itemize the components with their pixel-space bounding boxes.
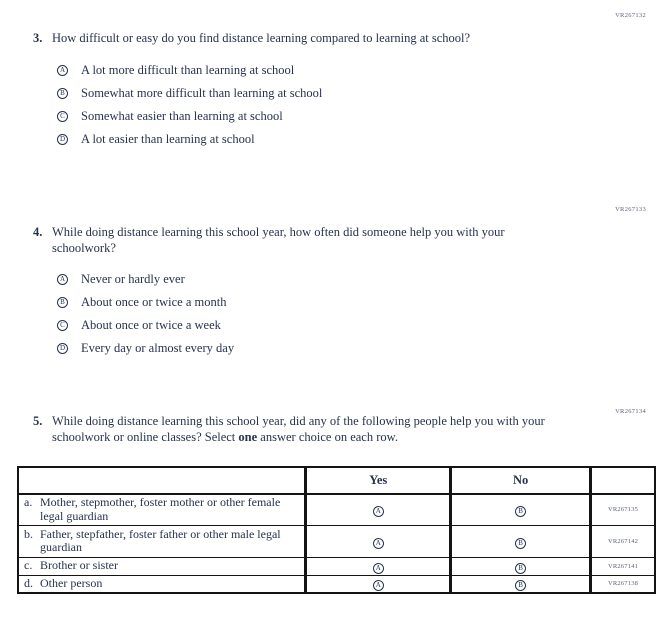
answer-bubble-c[interactable] — [57, 111, 68, 122]
question-3-option-d — [57, 128, 470, 151]
question-4 — [33, 225, 547, 360]
no-cell — [451, 494, 591, 525]
answer-bubble-b[interactable] — [57, 88, 68, 99]
question-5-text — [52, 414, 572, 445]
question-4-option-c — [57, 314, 547, 337]
table-header-row — [18, 467, 655, 494]
no-bubble[interactable] — [515, 538, 526, 549]
yes-cell — [306, 525, 451, 557]
bubble-letter: D — [59, 134, 66, 143]
bubble-letter: A — [375, 581, 381, 590]
table-row — [18, 557, 655, 575]
option-label: A lot more difficult than learning at school — [81, 62, 295, 77]
row-label-cell — [18, 575, 306, 593]
question-3-heading — [33, 31, 470, 47]
option-label: Somewhat easier than learning at school — [81, 108, 283, 123]
yes-bubble[interactable] — [373, 538, 384, 549]
yes-bubble[interactable] — [373, 580, 384, 591]
yes-bubble[interactable] — [373, 506, 384, 517]
bubble-letter: B — [518, 581, 523, 590]
row-label-cell — [18, 494, 306, 525]
option-label: About once or twice a week — [81, 318, 221, 332]
bubble-letter: D — [59, 344, 66, 352]
question-5-answer-table — [17, 466, 656, 594]
bubble-letter: A — [375, 563, 381, 572]
row-text: Other person — [40, 576, 103, 590]
option-label: A lot easier than learning at school — [81, 131, 255, 146]
yes-bubble[interactable] — [373, 563, 384, 574]
no-cell — [451, 575, 591, 593]
no-bubble[interactable] — [515, 580, 526, 591]
question-3 — [33, 31, 470, 151]
option-label: Every day or almost every day — [81, 341, 235, 355]
row-letter: c. — [24, 558, 33, 573]
row-code: VR267138 — [591, 575, 655, 593]
option-label: Never or hardly ever — [81, 272, 185, 286]
bubble-letter: B — [518, 507, 523, 516]
row-letter: a. — [24, 495, 33, 510]
answer-bubble-c[interactable] — [57, 320, 68, 331]
question-4-options — [57, 268, 547, 360]
question-3-option-b — [57, 82, 470, 105]
form-code-q5: VR267134 — [615, 408, 646, 415]
row-label-cell — [18, 525, 306, 557]
row-code: VR267141 — [591, 557, 655, 575]
question-3-text: How difficult or easy do you find distance learning compared to learning at school? — [52, 31, 471, 45]
row-letter: d. — [24, 576, 33, 590]
form-code-q3: VR267132 — [615, 12, 646, 19]
question-4-option-d — [57, 337, 547, 360]
bubble-letter: B — [60, 298, 65, 306]
bubble-letter: C — [60, 321, 65, 329]
header-no: No — [451, 467, 591, 494]
header-blank-cell — [18, 467, 306, 494]
question-3-option-a — [57, 59, 470, 82]
no-cell — [451, 557, 591, 575]
question-3-option-c — [57, 105, 470, 128]
header-yes: Yes — [306, 467, 451, 494]
question-5-text-after: answer choice on each row. — [257, 429, 398, 444]
no-cell — [451, 525, 591, 557]
row-label-cell — [18, 557, 306, 575]
question-4-text: While doing distance learning this school year, how often did someone help you with your schoolwork? — [52, 225, 505, 255]
question-5 — [33, 414, 572, 445]
answer-bubble-a[interactable] — [57, 274, 68, 285]
row-letter: b. — [24, 526, 33, 541]
answer-bubble-d[interactable] — [57, 343, 68, 354]
bubble-letter: C — [60, 111, 65, 120]
bubble-letter: B — [60, 88, 65, 97]
row-text: Brother or sister — [40, 558, 118, 573]
yes-cell — [306, 494, 451, 525]
option-label: About once or twice a month — [81, 295, 227, 309]
answer-bubble-a[interactable] — [57, 65, 68, 76]
header-code-blank-cell — [591, 467, 655, 494]
bubble-letter: A — [375, 538, 381, 547]
question-5-number: 5. — [33, 414, 43, 428]
bubble-letter: A — [375, 507, 381, 516]
row-code: VR267135 — [591, 494, 655, 525]
no-bubble[interactable] — [515, 563, 526, 574]
bubble-letter: A — [59, 275, 66, 283]
question-4-option-a — [57, 268, 547, 291]
row-text: Father, stepfather, foster father or other male legal guardian — [40, 526, 281, 554]
table-row — [18, 575, 655, 593]
question-5-bold-word: one — [238, 429, 258, 444]
row-code: VR267142 — [591, 525, 655, 557]
option-label: Somewhat more difficult than learning at school — [81, 85, 323, 100]
question-5-text-before: While doing distance learning this school year, did any of the following people help you with your schoolwork or online classes? Select — [52, 414, 545, 444]
answer-bubble-b[interactable] — [57, 297, 68, 308]
question-3-number: 3. — [33, 31, 43, 45]
question-4-heading — [33, 225, 547, 256]
yes-cell — [306, 557, 451, 575]
question-4-option-b — [57, 291, 547, 314]
row-text: Mother, stepmother, foster mother or other female legal guardian — [40, 495, 281, 523]
form-code-q4: VR267133 — [615, 206, 646, 213]
answer-bubble-d[interactable] — [57, 134, 68, 145]
table-row — [18, 494, 655, 525]
bubble-letter: B — [518, 563, 523, 572]
bubble-letter: B — [518, 538, 523, 547]
no-bubble[interactable] — [515, 506, 526, 517]
question-4-number: 4. — [33, 225, 43, 239]
yes-cell — [306, 575, 451, 593]
question-3-options — [57, 59, 470, 151]
table-row — [18, 525, 655, 557]
question-5-heading — [33, 414, 572, 445]
bubble-letter: A — [59, 65, 66, 74]
